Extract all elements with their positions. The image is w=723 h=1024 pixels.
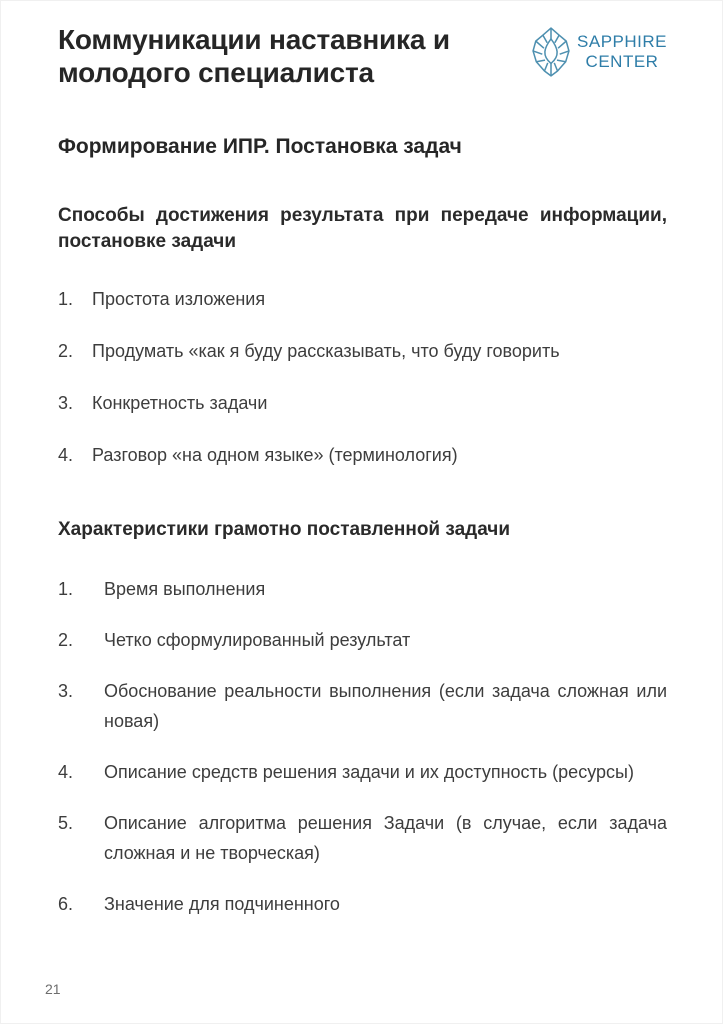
list-item-number: 1.: [58, 578, 74, 599]
list-item-text: Четко сформулированный результат: [104, 629, 411, 650]
list-item-text: Продумать «как я буду рассказывать, что буду говорить: [92, 341, 560, 362]
list-item: [58, 625, 667, 655]
logo-text: [577, 32, 667, 72]
list-item: [58, 889, 667, 919]
logo-line-sapphire: SAPPHIRE: [577, 31, 667, 51]
list-item-number: 5.: [58, 812, 74, 833]
list-item: [58, 443, 667, 467]
list-item-text: Разговор «на одном языке» (терминология): [92, 445, 458, 466]
list-item-text: Описание алгоритма решения Задачи (в случае, если задача сложная и не творческая): [104, 812, 667, 863]
list-item-number: 2.: [58, 629, 74, 650]
slide-subtitle: Формирование ИПР. Постановка задач: [58, 135, 462, 159]
page-number: 21: [45, 981, 61, 997]
list-item: [58, 287, 667, 311]
list-item-number: 1.: [58, 289, 74, 310]
list-item-text: Время выполнения: [104, 578, 266, 599]
list-item-number: 4.: [58, 761, 74, 782]
list-item-text: Описание средств решения задачи и их доступность (ресурсы): [104, 761, 634, 782]
page-content: [1, 1, 722, 1023]
list-item: [58, 676, 667, 736]
section-methods: [58, 203, 667, 467]
logo-line-center: CENTER: [585, 52, 659, 71]
section-characteristics: [58, 517, 667, 919]
list-item-number: 6.: [58, 893, 74, 914]
page-header: [58, 23, 667, 89]
section-heading: Способы достижения результата при передаче информации, постановке задачи: [58, 205, 667, 252]
list-item: [58, 808, 667, 868]
page-title: Коммуникации наставника и молодого специалиста: [58, 24, 450, 89]
list-item-number: 3.: [58, 680, 74, 701]
list-item: [58, 339, 667, 363]
sapphire-gem-icon: [529, 27, 573, 77]
list-item-number: 4.: [58, 445, 74, 466]
list-item-text: Значение для подчиненного: [104, 893, 340, 914]
list-item: [58, 391, 667, 415]
section-heading: Характеристики грамотно поставленной задачи: [58, 519, 511, 541]
characteristics-list: [58, 574, 667, 919]
list-item-text: Обоснование реальности выполнения (если задача сложная или новая): [104, 680, 667, 731]
sapphire-center-logo: [529, 27, 667, 77]
list-item-text: Простота изложения: [92, 289, 266, 310]
list-item: [58, 574, 667, 604]
methods-list: [58, 287, 667, 467]
list-item-number: 2.: [58, 341, 74, 362]
list-item-text: Конкретность задачи: [92, 393, 268, 414]
list-item-number: 3.: [58, 393, 74, 414]
list-item: [58, 757, 667, 787]
